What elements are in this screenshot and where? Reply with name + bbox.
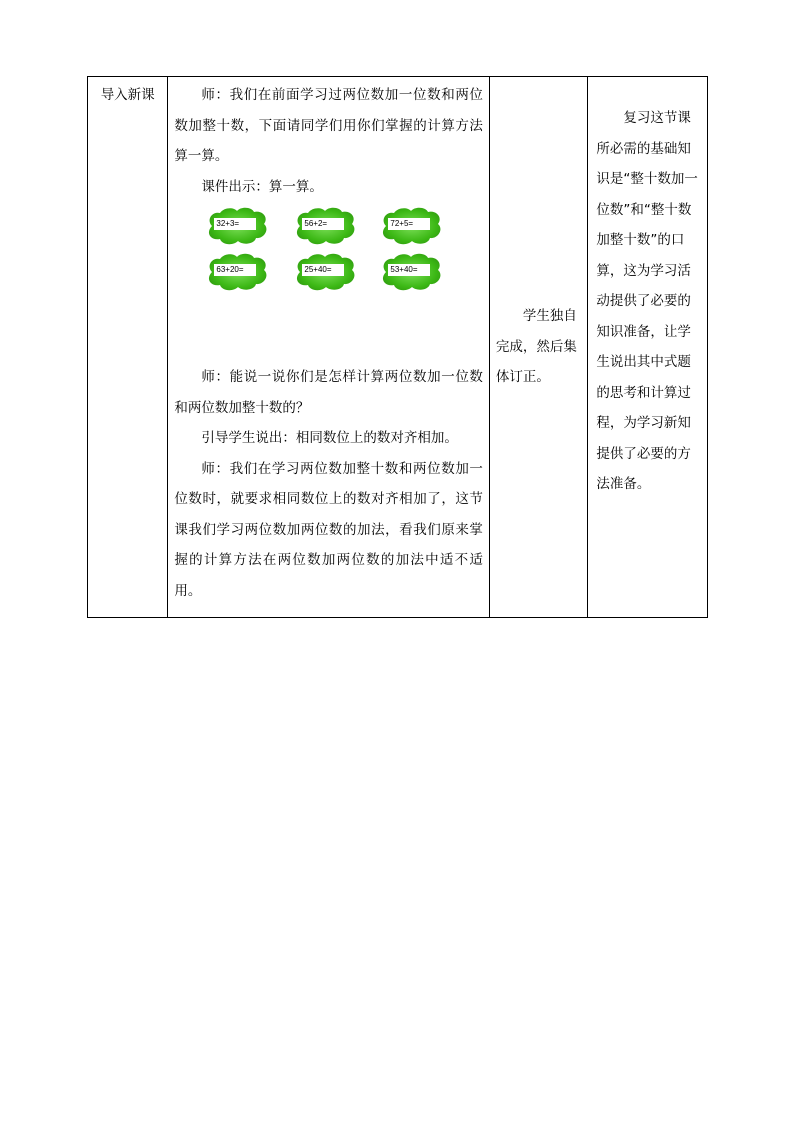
exercise-cloud	[292, 206, 358, 246]
exercise-cloud	[378, 206, 444, 246]
design-intent-cell	[588, 77, 708, 618]
exercise-cloud	[204, 252, 270, 292]
exercise-expression: 56+2=	[302, 218, 344, 230]
exercise-cloud	[292, 252, 358, 292]
table-row	[88, 77, 708, 618]
teaching-process-cell	[168, 77, 490, 618]
exercise-cloud	[378, 252, 444, 292]
exercise-expression: 72+5=	[388, 218, 430, 230]
exercise-cloud	[204, 206, 270, 246]
exercise-clouds	[174, 206, 483, 362]
exercise-expression: 32+3=	[214, 218, 256, 230]
stage-label: 导入新课	[88, 77, 168, 618]
teacher-transition-text: 师：我们在学习两位数加整十数和两位数加一位数时，就要求相同数位上的数对齐相加了，这节课我们学习两位数加两位数的加法，看我们原来掌握的计算方法在两位数加两位数的加法中适不适用。	[174, 460, 483, 599]
teacher-question-text: 师：能说一说你们是怎样计算两位数加一位数和两位数加整十数的？	[174, 369, 483, 416]
lesson-plan-table	[87, 76, 708, 618]
exercise-expression: 63+20=	[214, 264, 256, 276]
exercise-expression: 53+40=	[388, 264, 430, 276]
student-activity-text: 学生独自完成，然后集体订正。	[495, 308, 577, 386]
courseware-text: 课件出示：算一算。	[201, 178, 323, 195]
exercise-expression: 25+40=	[302, 264, 344, 276]
teacher-intro-text: 师：我们在前面学习过两位数加一位数和两位数加整十数，下面请同学们用你们掌握的计算方法算一算。	[174, 87, 483, 164]
guidance-text: 引导学生说出：相同数位上的数对齐相加。	[201, 430, 458, 446]
student-activity-cell	[489, 77, 587, 618]
design-intent-text: 复习这节课所必需的基础知识是“整十数加一位数”和“整十数加整十数”的口算，这为学习活动提供了必要的知识准备，让学生说出其中式题的思考和计算过程，为学习新知提供了必要的方法准备。	[596, 110, 698, 492]
